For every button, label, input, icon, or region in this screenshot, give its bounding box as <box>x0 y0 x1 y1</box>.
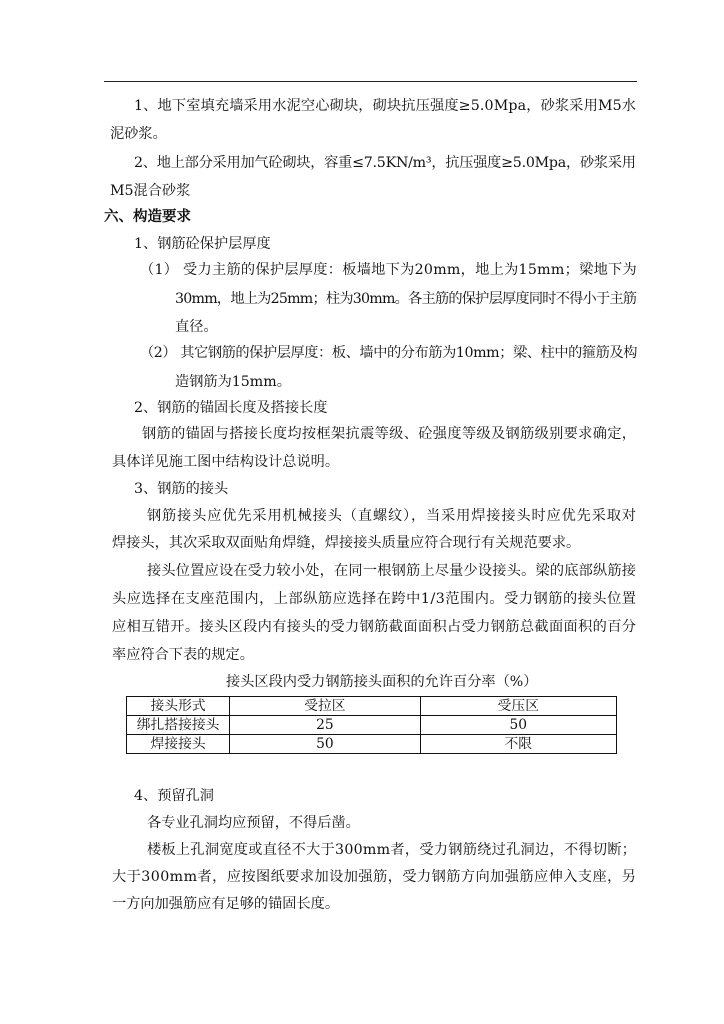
subsection-heading: 2、钢筋的锚固长度及搭接长度 <box>134 400 328 416</box>
table-cell: 不限 <box>420 735 616 754</box>
subsection-heading: 3、钢筋的接头 <box>134 481 229 497</box>
paragraph-line: 泥砂浆。 <box>110 126 167 142</box>
paragraph-line: （1） 受力主筋的保护层厚度：板墙地下为20mm，地上为15mm；梁地下为 <box>140 262 637 278</box>
paragraph-line: 应相互错开。接头区段内有接头的受力钢筋截面面积占受力钢筋总截面面积的百分 <box>112 619 637 635</box>
paragraph-line: （2） 其它钢筋的保护层厚度：板、墙中的分布筋为10mm；梁、柱中的箍筋及构 <box>140 345 637 361</box>
paragraph-line: 1、地下室填充墙采用水泥空心砌块，砌块抗压强度≥5.0Mpa，砂浆采用M5水 <box>134 98 637 114</box>
table-row <box>127 716 617 735</box>
paragraph-line: 焊接头，其次采取双面贴角焊缝，焊接接头质量应符合现行有关规范要求。 <box>112 535 581 551</box>
table-header-row <box>127 697 617 716</box>
subsection-heading: 4、预留孔洞 <box>134 788 214 804</box>
paragraph-line: 接头位置应设在受力较小处，在同一根钢筋上尽量少设接头。梁的底部纵筋接 <box>147 563 637 579</box>
paragraph-line: 30mm，地上为25mm；柱为30mm。各主筋的保护层厚度同时不得小于主筋 <box>175 291 637 307</box>
paragraph-line: M5混合砂浆 <box>110 183 191 199</box>
paragraph-line: 钢筋接头应优先采用机械接头（直螺纹），当采用焊接接头时应优先采取对 <box>147 508 637 524</box>
table-row <box>127 735 617 754</box>
table-cell: 25 <box>230 716 420 735</box>
paragraph-line: 具体详见施工图中结构设计总说明。 <box>112 454 340 470</box>
splice-percentage-table <box>126 696 617 754</box>
paragraph-line: 率应符合下表的规定。 <box>112 647 254 663</box>
paragraph-line: 头应选择在支座范围内，上部纵筋应选择在跨中1/3范围内。受力钢筋的接头位置 <box>112 591 637 607</box>
table-header-cell: 受压区 <box>420 697 616 716</box>
section-heading: 六、构造要求 <box>104 209 191 225</box>
table-cell: 绑扎搭接接头 <box>127 716 230 735</box>
paragraph-line: 一方向加强筋应有足够的锚固长度。 <box>112 896 340 912</box>
table-header-cell: 接头形式 <box>127 697 230 716</box>
paragraph-line: 2、地上部分采用加气砼砌块，容重≤7.5KN/m³，抗压强度≥5.0Mpa，砂浆采用 <box>134 155 636 171</box>
paragraph-line: 大于300mm者，应按图纸要求加设加强筋，受力钢筋方向加强筋应伸入支座，另 <box>112 869 637 885</box>
table-caption: 接头区段内受力钢筋接头面积的允许百分率（%） <box>226 674 538 690</box>
paragraph-line: 造钢筋为15mm。 <box>175 374 291 390</box>
paragraph-line: 各专业孔洞均应预留，不得后凿。 <box>147 815 360 831</box>
paragraph-line: 直径。 <box>175 319 218 335</box>
table-cell: 50 <box>420 716 616 735</box>
table-cell: 焊接接头 <box>127 735 230 754</box>
table-header-cell: 受拉区 <box>230 697 420 716</box>
paragraph-line: 钢筋的锚固与搭接长度均按框架抗震等级、砼强度等级及钢筋级别要求确定， <box>142 426 637 442</box>
table-cell: 50 <box>230 735 420 754</box>
paragraph-line: 楼板上孔洞宽度或直径不大于300mm者，受力钢筋绕过孔洞边，不得切断； <box>147 842 637 858</box>
subsection-heading: 1、钢筋砼保护层厚度 <box>134 236 271 252</box>
header-rule <box>104 81 637 82</box>
